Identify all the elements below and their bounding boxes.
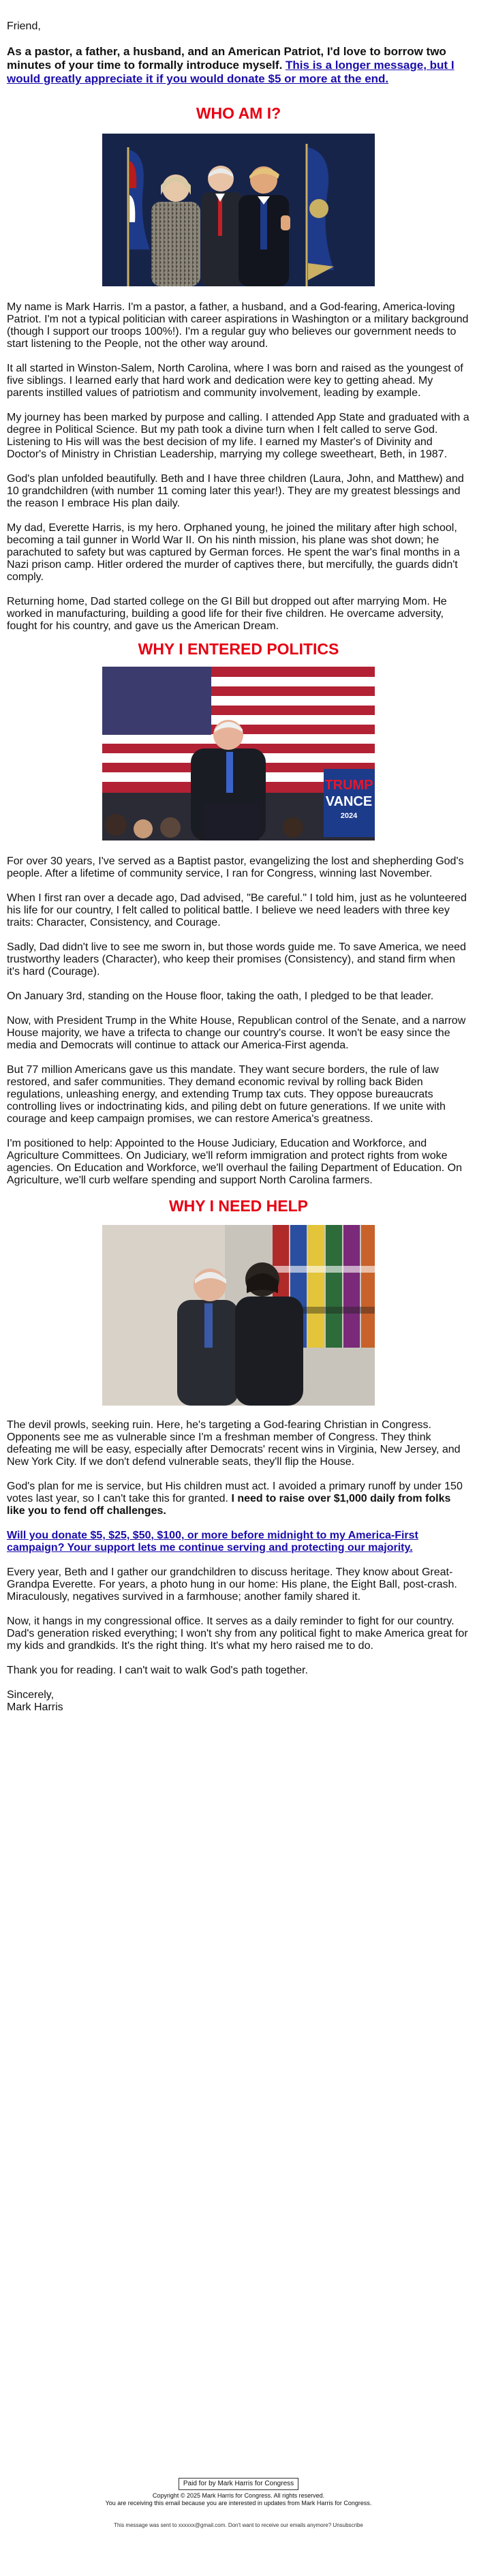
greeting: Friend, [7, 20, 41, 32]
help-runoff-text: God's plan for me is service, but His children must act. I avoided a primary runoff by under 150 votes last year, so I can't take this for granted. [7, 1481, 463, 1504]
signature-name: Mark Harris [7, 1701, 63, 1713]
politics-paragraph-7: I'm positioned to help: Appointed to the House Judiciary, Education and Workforce, and Agriculture Committees. On Judiciary, we'll reform immigration and protect rights from woke agencies. On Education and Workforce, we'll overhaul the failing Department of Education. On Agriculture, we'll curb welfare spending and support North Carolina farmers. [7, 1138, 463, 1186]
donate-ask-paragraph [7, 1530, 470, 1554]
who-paragraph-1: My name is Mark Harris. I'm a pastor, a father, a husband, and a God-fearing, America-loving Patriot. I'm not a typical politician with career aspirations in Washington or a military background (though I support our troops 100%!). I'm a regular guy who believes our government needs to start listening to the People, not the other way around. [7, 301, 469, 350]
copyright-text: Copyright © 2025 Mark Harris for Congress. All rights reserved. [152, 2492, 325, 2499]
who-paragraph-4: God's plan unfolded beautifully. Beth and I have three children (Laura, John, and Matthew) and 10 grandchildren (with number 11 coming later this year!). They are my greatest blessings and the reason I embrace His plan daily. [7, 473, 464, 509]
intro-bold-text: As a pastor, a father, a husband, and an American Patriot, I'd love to borrow two minutes of your time to formally introduce myself. [7, 45, 446, 72]
politics-paragraph-6: But 77 million Americans gave us this mandate. They want secure borders, the rule of law restored, and safer communities. They demand economic revival by rolling back Biden regulations, unleashing energy, and extending Trump tax cuts. They oppose bureaucrats controlling lives or indoctrinating kids, and piling debt on future generations. If we unite with courage and keep campaign promises, we can restore America's greatness. [7, 1064, 446, 1125]
politics-paragraph-2: When I first ran over a decade ago, Dad advised, "Be careful." I told him, just as he volunteered his life for our country, I felt called to political battle. I believe we need leaders with three key traits: Character, Consistency, and Courage. [7, 892, 467, 928]
who-paragraph-3: My journey has been marked by purpose and calling. I attended App State and graduated with a degree in Political Science. But my path took a divine turn when I felt called to serve God. Listening to His will was the best decision of my life. I earned my Master's of Divinity and Doctor's of Ministry in Christian Leadership, marrying my college sweetheart, Beth, in 1987. [7, 412, 470, 460]
sign-line-year: 2024 [340, 812, 358, 820]
paid-for-disclaimer: Paid for by Mark Harris for Congress [179, 2478, 298, 2490]
photo-capitol-conversation [102, 1225, 375, 1406]
who-paragraph-6: Returning home, Dad started college on the GI Bill but dropped out after marrying Mom. He worked in manufacturing, building a good life for their five children. He overcame adversity, fought for his country, and gave us the American Dream. [7, 596, 447, 632]
donate-ask-link[interactable]: Will you donate $5, $25, $50, $100, or more before midnight to my America-First campaign? Your support lets me continue serving and protecting our majority. [7, 1530, 418, 1554]
closing-paragraph-2: Now, it hangs in my congressional office. It serves as a daily reminder to fight for our country. Dad's generation risked everything; I won't shy from any political fight to make America great for my kids and grandkids. It's the right thing. It's what my hero raised me to do. [7, 1616, 468, 1652]
heading-why-politics: WHY I ENTERED POLITICS [138, 640, 339, 658]
help-runoff-bold: I need to raise over $1,000 daily from folks like you to fend off challenges. [7, 1493, 451, 1517]
politics-paragraph-4: On January 3rd, standing on the House floor, taking the oath, I pledged to be that leader. [7, 990, 434, 1002]
photo-rally-illustration [102, 667, 375, 840]
intro-donate-link[interactable]: This is a longer message, but I would greatly appreciate it if you would donate $5 or more at the end. [7, 59, 455, 85]
sign-line-trump: TRUMP [324, 778, 373, 793]
who-paragraph-5: My dad, Everette Harris, is my hero. Orphaned young, he joined the military after high school, becoming a tail gunner in World War II. On his ninth mission, his plane was shot down; he parachuted to safety but was captured by German forces. He spent the war's final months in a Nazi prison camp. Hitler ordered the murder of captives there, but mercifully, the guards didn't comply. [7, 522, 460, 583]
unsubscribe-line[interactable]: This message was sent to xxxxxx@gmail.com. Don't want to receive our emails anymore? Unsubscribe [114, 2522, 363, 2528]
closing-paragraph-3: Thank you for reading. I can't wait to walk God's path together. [7, 1665, 308, 1676]
podium [204, 803, 259, 840]
photo-with-trump [102, 134, 375, 286]
help-runoff-paragraph [7, 1481, 470, 1517]
email-footer [0, 2476, 477, 2529]
politics-paragraph-3: Sadly, Dad didn't live to see me sworn in, but those words guide me. To save America, we need trustworthy leaders (Character), who keep their promises (Consistency), and stand firm when it's hard (Courage). [7, 941, 466, 978]
subscription-reason: You are receiving this email because you are interested in updates from Mark Harris for Congress. [105, 2500, 372, 2506]
intro-paragraph [7, 45, 470, 86]
photo-with-trump-illustration [102, 134, 375, 286]
politics-paragraph-1: For over 30 years, I've served as a Baptist pastor, evangelizing the lost and shepherding God's people. After a lifetime of community service, I ran for Congress, winning last November. [7, 855, 464, 879]
help-paragraph-1: The devil prowls, seeking ruin. Here, he's targeting a God-fearing Christian in Congress. Opponents see me as vulnerable since I'm a freshman member of Congress. They think defeating me will be easy, especially after Democrats' recent wins in Virginia, New Jersey, and New York City. If we don't defend vulnerable seats, they'll flip the House. [7, 1419, 461, 1468]
heading-why-help: WHY I NEED HELP [168, 1197, 309, 1215]
valediction: Sincerely, [7, 1689, 55, 1701]
closing-paragraph-1: Every year, Beth and I gather our grandchildren to discuss heritage. They know about Great-Grandpa Everette. For years, a photo hung in our home: His plane, the Eight Ball, post-crash. Miraculously, negatives survived in a farmhouse; another family shared it. [7, 1566, 457, 1603]
trump-vance-sign [324, 769, 375, 837]
who-paragraph-2: It all started in Winston-Salem, North Carolina, where I was born and raised as the youngest of five siblings. I learned early that hard work and dedication were key to getting ahead. My parents instilled values of patriotism and community involvement, leading by example. [7, 363, 463, 399]
politics-paragraph-5: Now, with President Trump in the White House, Republican control of the Senate, and a narrow House majority, we have a trifecta to change our country's course. It won't be easy since the media and Democrats will continue to attack our America-First agenda. [7, 1015, 466, 1051]
sign-line-vance: VANCE [325, 794, 373, 809]
heading-who-am-i: WHO AM I? [196, 104, 281, 122]
photo-rally [102, 667, 375, 840]
photo-capitol-illustration [102, 1225, 375, 1406]
